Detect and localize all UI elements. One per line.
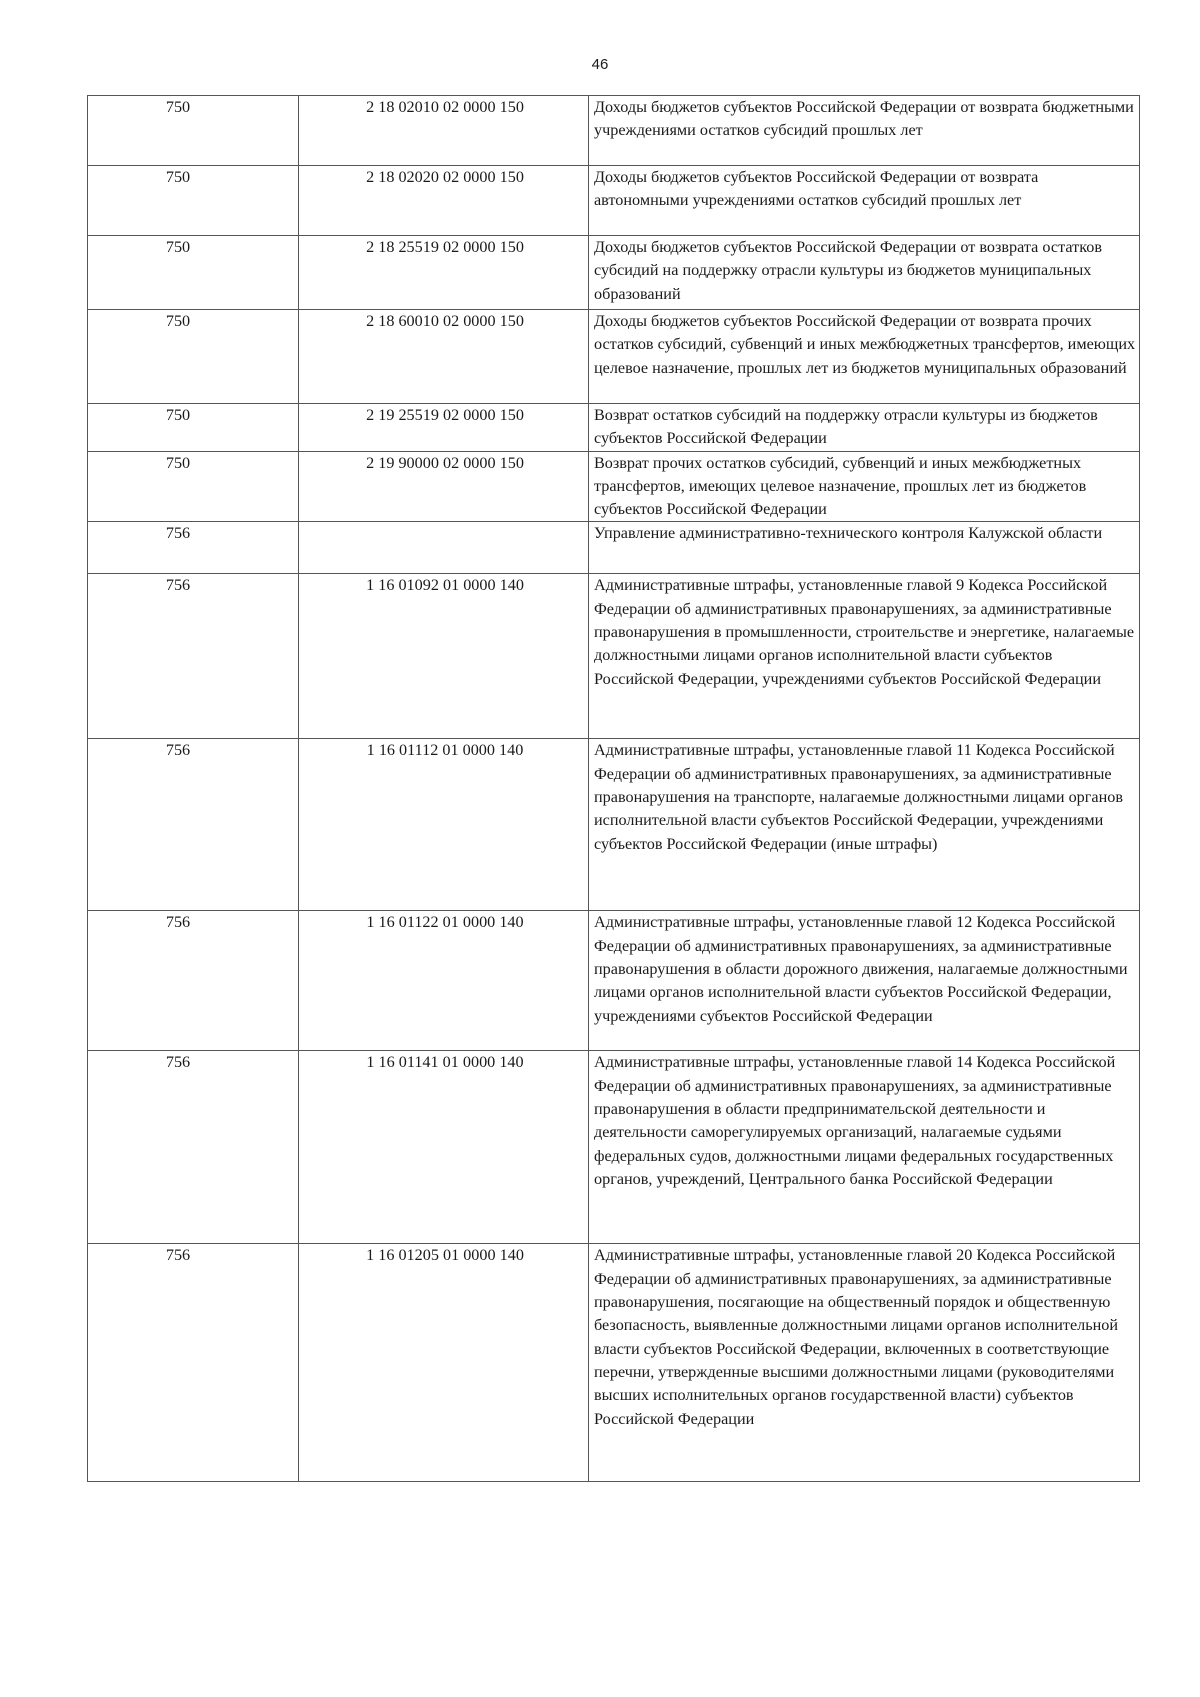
admin-code-cell: 756	[88, 911, 299, 1051]
admin-code-cell: 756	[88, 739, 299, 911]
budget-classification-code-cell: 1 16 01092 01 0000 140	[299, 574, 589, 739]
revenue-name-cell: Возврат прочих остатков субсидий, субвенций и иных межбюджетных трансфертов, имеющих целевое назначение, прошлых лет из бюджетов субъектов Российской Федерации	[589, 451, 1140, 522]
revenue-name-cell: Административные штрафы, установленные главой 12 Кодекса Российской Федерации об административных правонарушениях, за административные правонарушения в области дорожного движения, налагаемые должностными лицами органов исполнительной власти субъектов Российской Федерации, учреждениями субъектов Российской Федерации	[589, 911, 1140, 1051]
revenue-name-cell: Административные штрафы, установленные главой 9 Кодекса Российской Федерации об административных правонарушениях, за административные правонарушения в промышленности, строительстве и энергетике, налагаемые должностными лицами органов исполнительной власти субъектов Российской Федерации, учреждениями субъектов Российской Федерации	[589, 574, 1140, 739]
admin-code-cell: 756	[88, 522, 299, 574]
table-row	[88, 1051, 1140, 1244]
revenue-name-cell: Административные штрафы, установленные главой 20 Кодекса Российской Федерации об административных правонарушениях, за административные правонарушения, посягающие на общественный порядок и общественную безопасность, выявленные должностными лицами органов исполнительной власти субъектов Российской Федерации, включенных в соответствующие перечни, утвержденные высшими должностными лицами (руководителями высших исполнительных органов государственной власти) субъектов Российской Федерации	[589, 1244, 1140, 1482]
budget-classification-code-cell: 1 16 01205 01 0000 140	[299, 1244, 589, 1482]
budget-classification-code-cell: 1 16 01112 01 0000 140	[299, 739, 589, 911]
admin-code-cell: 756	[88, 1051, 299, 1244]
table-row	[88, 451, 1140, 522]
budget-classification-code-cell: 2 19 90000 02 0000 150	[299, 451, 589, 522]
admin-code-cell: 750	[88, 404, 299, 452]
revenue-name-cell: Административные штрафы, установленные главой 11 Кодекса Российской Федерации об административных правонарушениях, за административные правонарушения на транспорте, налагаемые должностными лицами органов исполнительной власти субъектов Российской Федерации, учреждениями субъектов Российской Федерации (иные штрафы)	[589, 739, 1140, 911]
revenue-name-cell: Доходы бюджетов субъектов Российской Федерации от возврата бюджетными учреждениями остатков субсидий прошлых лет	[589, 96, 1140, 166]
table-row	[88, 522, 1140, 574]
revenue-name-cell: Доходы бюджетов субъектов Российской Федерации от возврата остатков субсидий на поддержку отрасли культуры из бюджетов муниципальных образований	[589, 236, 1140, 310]
table-row	[88, 166, 1140, 236]
table-row	[88, 310, 1140, 404]
revenue-name-cell: Возврат остатков субсидий на поддержку отрасли культуры из бюджетов субъектов Российской Федерации	[589, 404, 1140, 452]
budget-classification-code-cell: 1 16 01141 01 0000 140	[299, 1051, 589, 1244]
budget-classification-code-cell	[299, 522, 589, 574]
budget-classification-code-cell: 2 19 25519 02 0000 150	[299, 404, 589, 452]
admin-code-cell: 750	[88, 310, 299, 404]
table-row	[88, 911, 1140, 1051]
table-row	[88, 236, 1140, 310]
table-row	[88, 1244, 1140, 1482]
budget-classification-code-cell: 2 18 25519 02 0000 150	[299, 236, 589, 310]
revenue-name-cell: Административные штрафы, установленные главой 14 Кодекса Российской Федерации об административных правонарушениях, за административные правонарушения в области предпринимательской деятельности и деятельности саморегулируемых организаций, налагаемые судьями федеральных судов, должностными лицами федеральных государственных органов, учреждений, Центрального банка Российской Федерации	[589, 1051, 1140, 1244]
budget-classification-code-cell: 2 18 02010 02 0000 150	[299, 96, 589, 166]
admin-code-cell: 756	[88, 1244, 299, 1482]
table-row	[88, 404, 1140, 452]
admin-code-cell: 750	[88, 236, 299, 310]
table-row	[88, 574, 1140, 739]
admin-code-cell: 756	[88, 574, 299, 739]
page-number: 46	[591, 56, 609, 73]
revenue-name-cell: Доходы бюджетов субъектов Российской Федерации от возврата автономными учреждениями остатков субсидий прошлых лет	[589, 166, 1140, 236]
budget-classification-code-cell: 1 16 01122 01 0000 140	[299, 911, 589, 1051]
admin-code-cell: 750	[88, 166, 299, 236]
admin-code-cell: 750	[88, 96, 299, 166]
table-row	[88, 739, 1140, 911]
revenue-codes-table	[87, 95, 1140, 1482]
table-row	[88, 96, 1140, 166]
budget-classification-code-cell: 2 18 60010 02 0000 150	[299, 310, 589, 404]
admin-code-cell: 750	[88, 451, 299, 522]
budget-classification-code-cell: 2 18 02020 02 0000 150	[299, 166, 589, 236]
revenue-name-cell: Доходы бюджетов субъектов Российской Федерации от возврата прочих остатков субсидий, субвенций и иных межбюджетных трансфертов, имеющих целевое назначение, прошлых лет из бюджетов муниципальных образований	[589, 310, 1140, 404]
department-name-cell: Управление административно-технического контроля Калужской области	[589, 522, 1140, 574]
